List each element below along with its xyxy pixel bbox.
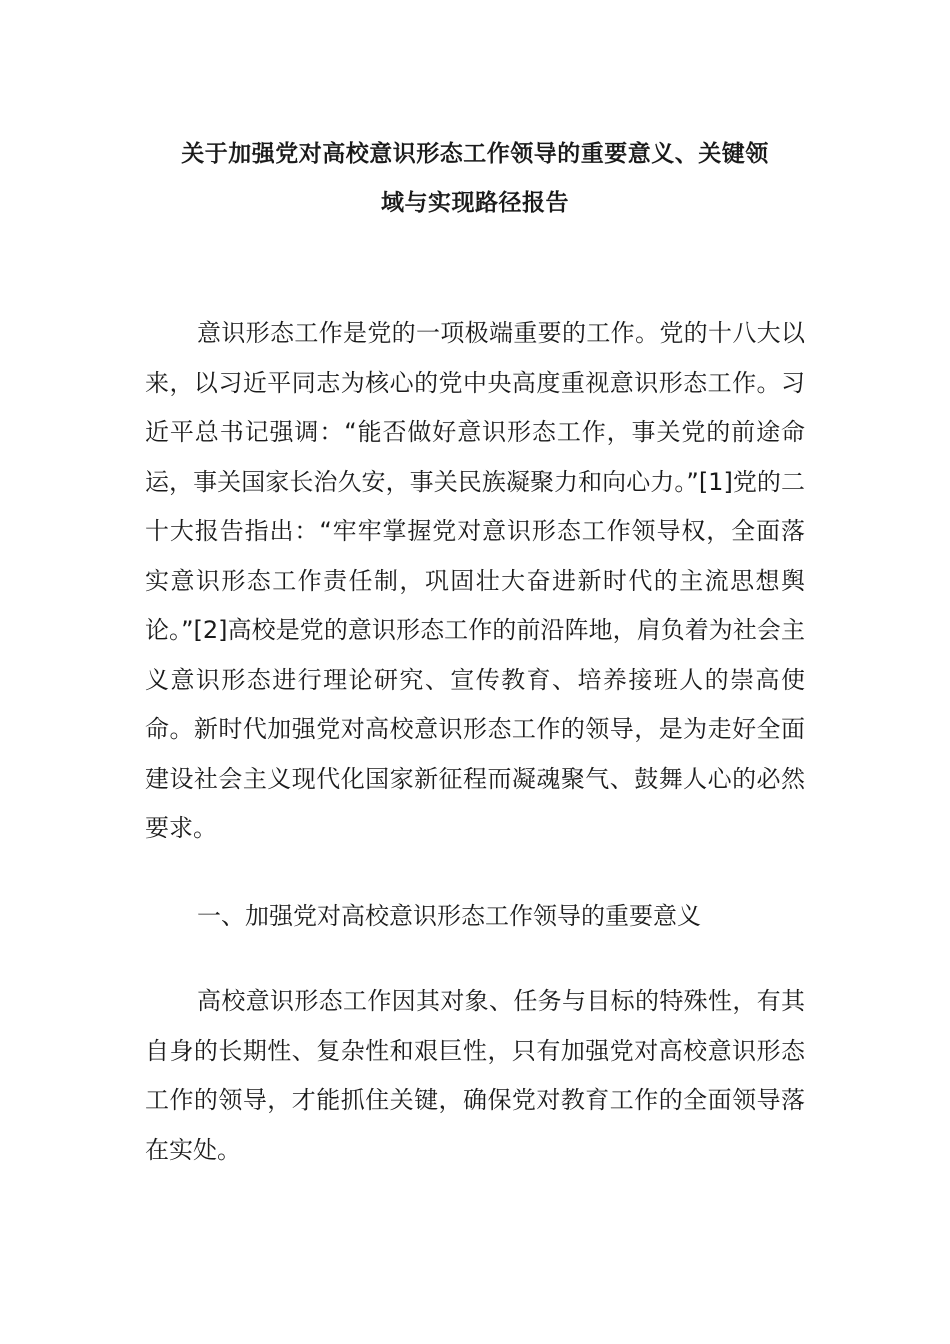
section-paragraph: 高校意识形态工作因其对象、任务与目标的特殊性，有其自身的长期性、复杂性和艰巨性，只有加强党对高校意识形态工作的领导，才能抓住关键，确保党对教育工作的全面领导落在实处。	[145, 987, 805, 1164]
document-title	[145, 130, 805, 228]
section-heading: 一、加强党对高校意识形态工作领导的重要意义	[197, 902, 701, 930]
title-line-2: 域与实现路径报告	[381, 190, 569, 216]
intro-paragraph: 意识形态工作是党的一项极端重要的工作。党的十八大以来，以习近平同志为核心的党中央高度重视意识形态工作。习近平总书记强调：“能否做好意识形态工作，事关党的前途命运，事关国家长治久安，事关民族凝聚力和向心力。”[1]党的二十大报告指出：“牢牢掌握党对意识形态工作领导权，全面落实意识形态工作责任制，巩固壮大奋进新时代的主流思想舆论。”[2]高校是党的意识形态工作的前沿阵地，肩负着为社会主义意识形态进行理论研究、宣传教育、培养接班人的崇高使命。新时代加强党对高校意识形态工作的领导，是为走好全面建设社会主义现代化国家新征程而凝魂聚气、鼓舞人心的必然要求。	[145, 319, 805, 842]
title-line-1: 关于加强党对高校意识形态工作领导的重要意义、关键领	[181, 141, 769, 167]
